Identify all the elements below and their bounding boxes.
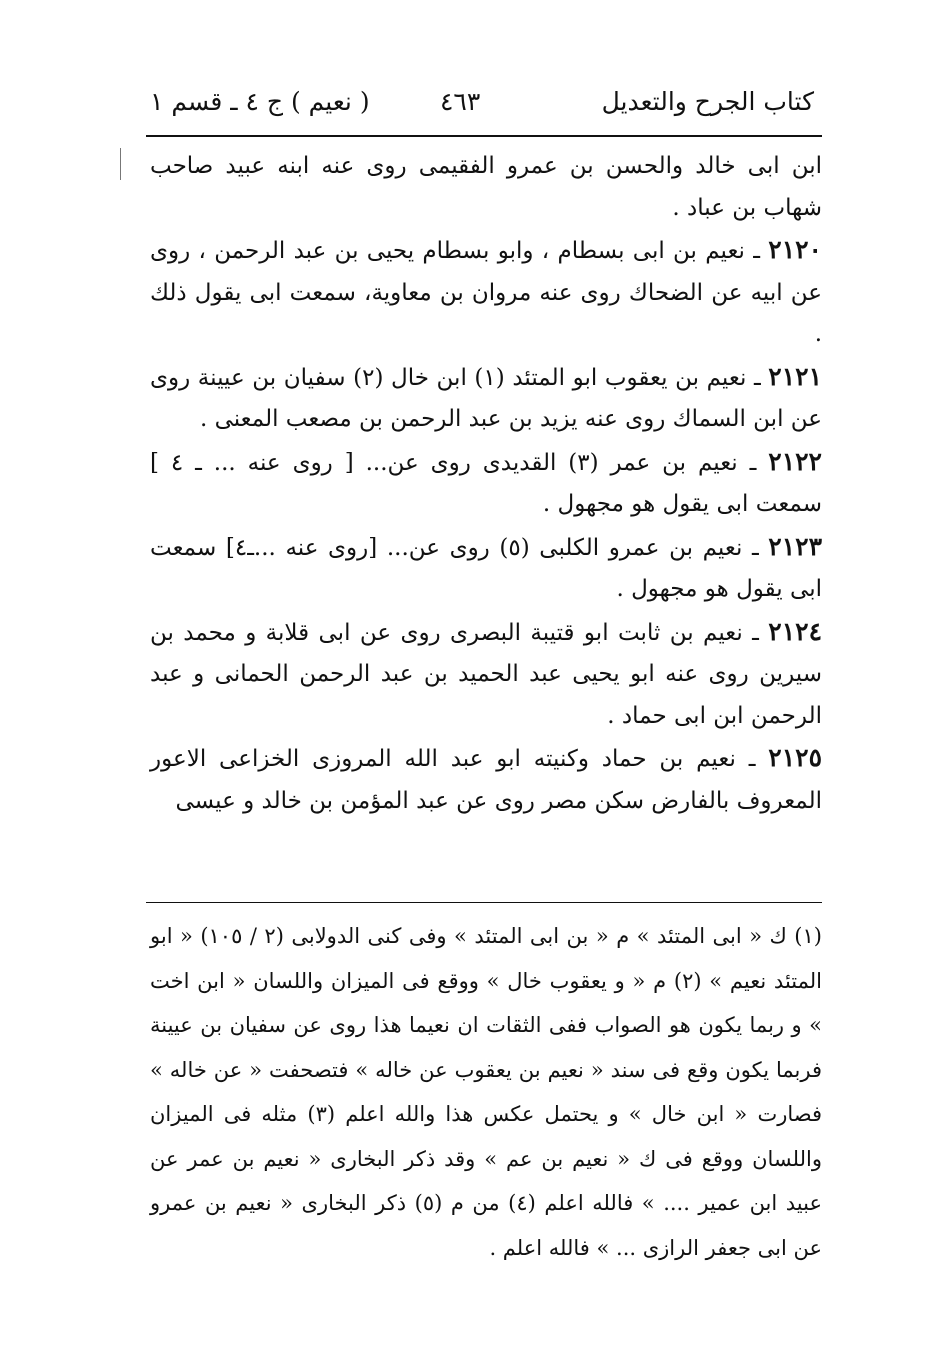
entry-text: نعيم بن يعقوب ابو المتئد (١) ابن خال (٢) سفيان بن عيينة روى عن ابن السماك روى عنه يزيد بن عبد الرحمن بن مصعب المعنى . [150, 364, 822, 432]
main-text [150, 146, 822, 822]
entry-number: ٢١٢٣ [768, 531, 822, 561]
entry: ٢١٢٣ ـ نعيم بن عمرو الكلبى (٥) روى عن... [روى عنه ...ـ٤] سمعت ابى يقول هو مجهول . [150, 531, 822, 602]
page-number: ٤٦٣ [440, 87, 481, 116]
entry: ٢١٢٥ ـ نعيم بن حماد وكنيته ابو عبد الله المروزى الخزاعى الاعور المعروف بالفارض سكن مصر روى عن عبد المؤمن بن خالد و عيسى [150, 743, 822, 814]
footnotes [150, 914, 822, 1270]
entry: ٢١٢٠ ـ نعيم بن ابى بسطام ، وابو بسطام يحيى بن عبد الرحمن ، روى عن ابيه عن الضحاك روى عنه مروان بن معاوية، سمعت ابى يقول ذلك . [150, 235, 822, 347]
entry-number: ٢١٢٠ [768, 235, 822, 264]
entry-text: ابن ابى خالد والحسن بن عمرو الفقيمى روى عنه ابنه عبيد صاحب شهاب بن عباد . [150, 153, 822, 221]
entry: ٢١٢٢ ـ نعيم بن عمر (٣) القديدى روى عن... [ روى عنه ... ـ ٤ ] سمعت ابى يقول هو مجهول . [150, 446, 822, 517]
entry-number: ٢١٢٢ [768, 446, 822, 476]
entry-text: نعيم بن عمرو الكلبى (٥) روى عن... [روى عنه ...ـ٤] سمعت ابى يقول هو مجهول . [150, 534, 822, 602]
entry-continuation [150, 146, 822, 229]
running-header [150, 78, 816, 126]
entry-text: نعيم بن عمر (٣) القديدى روى عن... [ روى عنه ... ـ ٤ ] سمعت ابى يقول هو مجهول . [150, 449, 822, 517]
entry: ٢١٢٤ ـ نعيم بن ثابت ابو قتيبة البصرى روى عن ابى قلابة و محمد بن سيرين روى عنه ابو يحيى عبد الحميد بن عبد الرحمن الحمانى و عبد الرحمن ابن ابى حماد . [150, 616, 822, 729]
volume-indicator: ( نعيم ) ج ٤ ـ قسم ١ [150, 87, 370, 116]
entry: ٢١٢١ ـ نعيم بن يعقوب ابو المتئد (١) ابن خال (٢) سفيان بن عيينة روى عن ابن السماك روى عنه يزيد بن عبد الرحمن بن مصعب المعنى . [150, 361, 822, 432]
entry-number: ٢١٢٥ [768, 743, 822, 772]
entry-number: ٢١٢١ [768, 361, 822, 391]
entry-text: نعيم بن ابى بسطام ، وابو بسطام يحيى بن عبد الرحمن ، روى عن ابيه عن الضحاك روى عنه مروان بن معاوية، سمعت ابى يقول ذلك . [150, 238, 822, 347]
margin-mark [120, 148, 121, 180]
header-rule [146, 135, 822, 137]
footnote-separator [146, 902, 822, 903]
entry-text: نعيم بن حماد وكنيته ابو عبد الله المروزى الخزاعى الاعور المعروف بالفارض سكن مصر روى عن عبد المؤمن بن خالد و عيسى [150, 746, 822, 814]
footnote-text: (١) ك « ابى المتئد » م « بن ابى المتئد » وفى كنى الدولابى (٢ / ١٠٥) « ابو المتئد نعيم » (٢) م « و يعقوب خال » ووقع فى الميزان واللسان « ابن اخت » و ربما يكون هو الصواب ففى الثقات ان نعيما هذا روى عن سفيان بن عيينة فربما يكون وقع فى سند « نعيم بن يعقوب عن خاله » فتصحفت « عن خاله » فصارت « ابن خال » و يحتمل عكس هذا والله اعلم (٣) مثله فى الميزان واللسان ووقع فى ك « نعيم بن عم » وقد ذكر البخارى « نعيم بن عمر عن عبيد ابن عمير .... » فالله اعلم (٤) من م (٥) ذكر البخارى « نعيم بن عمرو عن ابى جعفر الرازى ... » فالله اعلم . [150, 924, 823, 1260]
entry-text: نعيم بن ثابت ابو قتيبة البصرى روى عن ابى قلابة و محمد بن سيرين روى عنه ابو يحيى عبد الحميد بن عبد الرحمن الحمانى و عبد الرحمن ابن ابى حماد . [150, 619, 822, 729]
entry-number: ٢١٢٤ [768, 616, 822, 646]
book-title: كتاب الجرح والتعديل [601, 87, 814, 116]
